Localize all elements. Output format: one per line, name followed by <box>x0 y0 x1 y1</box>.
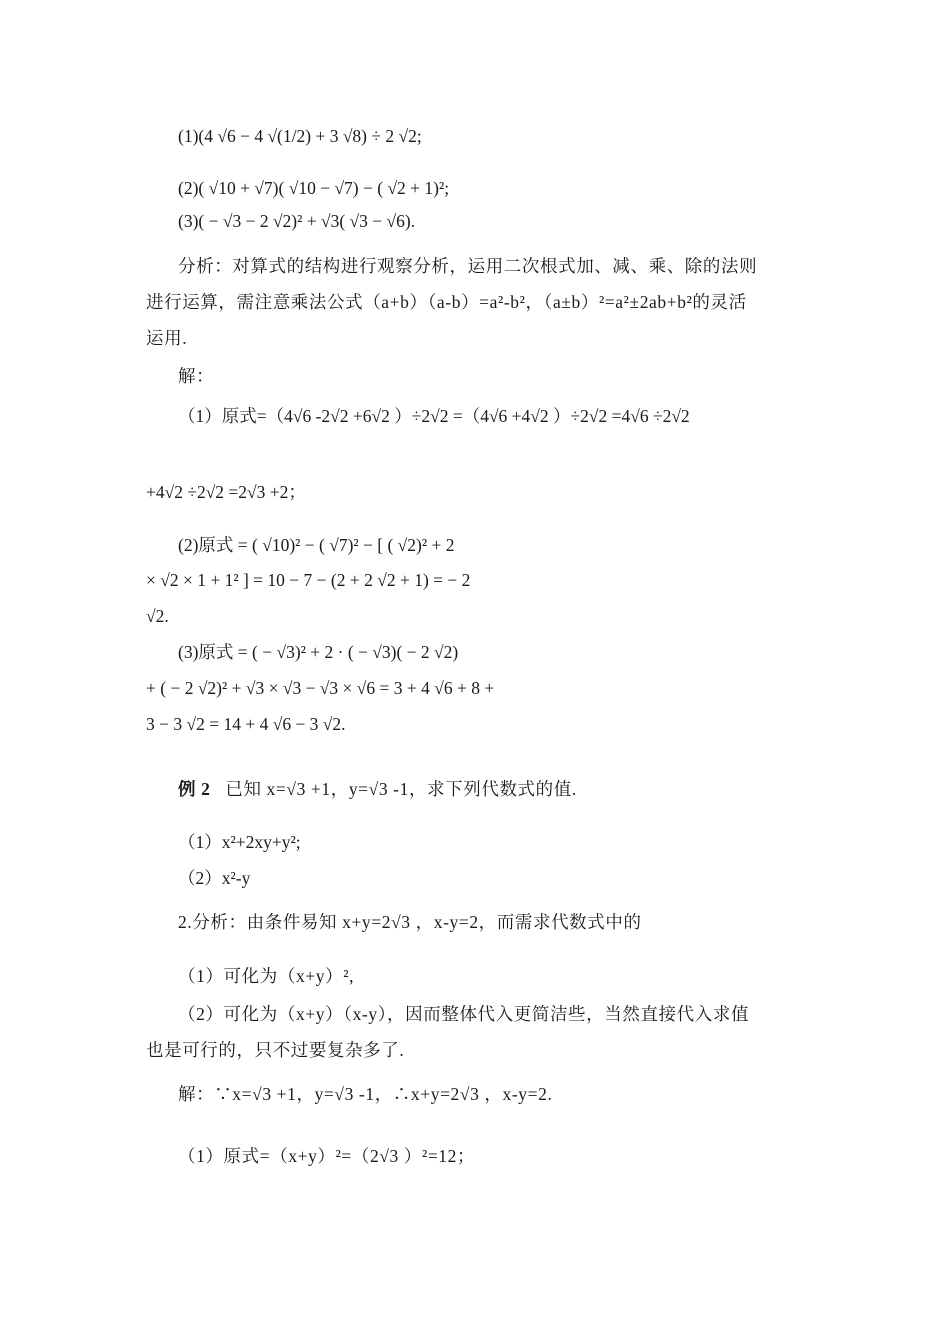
analysis-line-2: 进行运算，需注意乘法公式（a+b）（a-b）=a²-b²，（a±b）²=a²±2ab+b²的灵活 <box>146 292 747 312</box>
solution-2-line-3: √2. <box>146 606 169 626</box>
solution-2-line-1: (2)原式 = ( √10)² − ( √7)² − [ ( √2)² + 2 <box>178 535 455 555</box>
example-2 <box>178 777 577 801</box>
analysis-line-3: 运用. <box>146 328 188 348</box>
problem-3: (3)( − √3 − 2 √2)² + √3( √3 − √6). <box>178 211 416 231</box>
question-1: （1）x²+2xy+y²; <box>178 832 301 852</box>
analysis-2-line-3: （2）可化为（x+y）（x-y），因而整体代入更简洁些，当然直接代入求值 <box>178 1004 750 1024</box>
question-2: （2）x²-y <box>178 868 251 888</box>
solution-3-line-3: 3 − 3 √2 = 14 + 4 √6 − 3 √2. <box>146 714 346 734</box>
problem-2: (2)( √10 + √7)( √10 − √7) − ( √2 + 1)²; <box>178 178 450 198</box>
solution-2-intro: 解：∵x=√3 +1，y=√3 -1，∴x+y=2√3 ，x-y=2. <box>178 1084 553 1104</box>
solution-1-line-1: （1）原式=（4√6 -2√2 +6√2 ）÷2√2 =（4√6 +4√2 ）÷2√2 =4√6 ÷2√2 <box>178 406 690 426</box>
analysis-line-1: 分析：对算式的结构进行观察分析，运用二次根式加、减、乘、除的法则 <box>178 256 758 276</box>
problem-1: (1)(4 √6 − 4 √(1/2) + 3 √8) ÷ 2 √2; <box>178 126 422 146</box>
solution-3-line-1: (3)原式 = ( − √3)² + 2 · ( − √3)( − 2 √2) <box>178 642 459 662</box>
analysis-2-line-1: 2.分析：由条件易知 x+y=2√3 ，x-y=2，而需求代数式中的 <box>178 912 642 932</box>
example-2-text: 已知 x=√3 +1，y=√3 -1，求下列代数式的值. <box>225 779 577 799</box>
analysis-2-line-2: （1）可化为（x+y）², <box>178 966 355 986</box>
solution-3-line-2: + ( − 2 √2)² + √3 × √3 − √3 × √6 = 3 + 4 √6 + 8 + <box>146 678 495 698</box>
solution-2-line-2: × √2 × 1 + 1² ] = 10 − 7 − (2 + 2 √2 + 1) = − 2 <box>146 570 471 590</box>
analysis-2-line-4: 也是可行的，只不过要复杂多了. <box>146 1040 405 1060</box>
solution-2-part-1: （1）原式=（x+y）²=（2√3 ）²=12； <box>178 1146 476 1166</box>
example-2-label: 例 2 <box>178 779 211 799</box>
solution-1-line-2: +4√2 ÷2√2 =2√3 +2； <box>146 482 306 502</box>
solution-label: 解： <box>178 366 215 386</box>
